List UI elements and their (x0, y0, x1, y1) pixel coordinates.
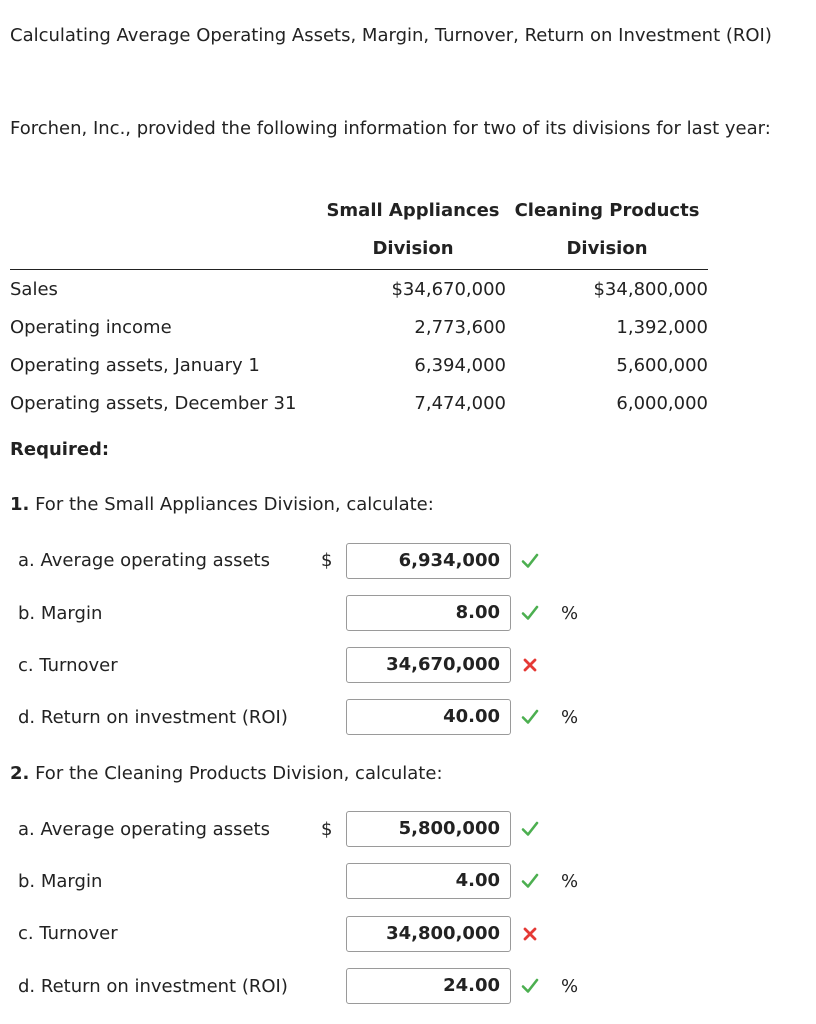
p2-a-label: a. Average operating assets (18, 819, 270, 840)
p1-d-percent: % (561, 707, 579, 728)
row-label-sales: Sales (10, 279, 58, 300)
col2-header-line1: Cleaning Products (514, 200, 700, 221)
part1-number: 1. (10, 494, 30, 515)
check-icon (520, 871, 540, 891)
row-label-operating-income: Operating income (10, 317, 172, 338)
check-icon (520, 819, 540, 839)
p1-a-input[interactable]: 6,934,000 (346, 543, 511, 579)
x-icon (520, 924, 540, 944)
p2-d-percent: % (561, 976, 579, 997)
row-label-assets-jan: Operating assets, January 1 (10, 355, 260, 376)
cell-assets-dec-col2: 6,000,000 (616, 393, 708, 414)
p2-b-input[interactable]: 4.00 (346, 863, 511, 899)
p1-b-percent: % (561, 603, 579, 624)
p1-d-label: d. Return on investment (ROI) (18, 707, 288, 728)
cell-assets-dec-col1: 7,474,000 (414, 393, 506, 414)
p1-c-label: c. Turnover (18, 655, 118, 676)
part2-heading (10, 763, 443, 784)
p1-b-label: b. Margin (18, 603, 103, 624)
cell-operating-income-col2: 1,392,000 (616, 317, 708, 338)
cell-sales-col2: $34,800,000 (593, 279, 708, 300)
col1-header-line1: Small Appliances (326, 200, 500, 221)
p1-b-input[interactable]: 8.00 (346, 595, 511, 631)
check-icon (520, 976, 540, 996)
check-icon (520, 603, 540, 623)
col1-header-line2: Division (372, 238, 454, 259)
check-icon (520, 707, 540, 727)
cell-sales-col1: $34,670,000 (391, 279, 506, 300)
p2-a-dollar: $ (321, 819, 333, 840)
p2-d-label: d. Return on investment (ROI) (18, 976, 288, 997)
cell-assets-jan-col1: 6,394,000 (414, 355, 506, 376)
p2-b-percent: % (561, 871, 579, 892)
header-rule (10, 269, 708, 270)
p2-d-input[interactable]: 24.00 (346, 968, 511, 1004)
p1-a-label: a. Average operating assets (18, 550, 270, 571)
intro-text: Forchen, Inc., provided the following information for two of its divisions for last year: (10, 118, 771, 139)
required-heading: Required: (10, 439, 110, 460)
p2-c-input[interactable]: 34,800,000 (346, 916, 511, 952)
p2-c-label: c. Turnover (18, 923, 118, 944)
row-label-assets-dec: Operating assets, December 31 (10, 393, 297, 414)
part2-heading-text: For the Cleaning Products Division, calculate: (29, 763, 443, 784)
p2-b-label: b. Margin (18, 871, 103, 892)
p1-c-input[interactable]: 34,670,000 (346, 647, 511, 683)
part2-number: 2. (10, 763, 30, 784)
x-icon (520, 655, 540, 675)
col2-header-line2: Division (566, 238, 648, 259)
p1-a-dollar: $ (321, 550, 333, 571)
p2-a-input[interactable]: 5,800,000 (346, 811, 511, 847)
p1-d-input[interactable]: 40.00 (346, 699, 511, 735)
part1-heading-text: For the Small Appliances Division, calculate: (29, 494, 434, 515)
cell-operating-income-col1: 2,773,600 (414, 317, 506, 338)
cell-assets-jan-col2: 5,600,000 (616, 355, 708, 376)
check-icon (520, 551, 540, 571)
part1-heading (10, 494, 434, 515)
page-title: Calculating Average Operating Assets, Margin, Turnover, Return on Investment (ROI) (10, 25, 772, 46)
